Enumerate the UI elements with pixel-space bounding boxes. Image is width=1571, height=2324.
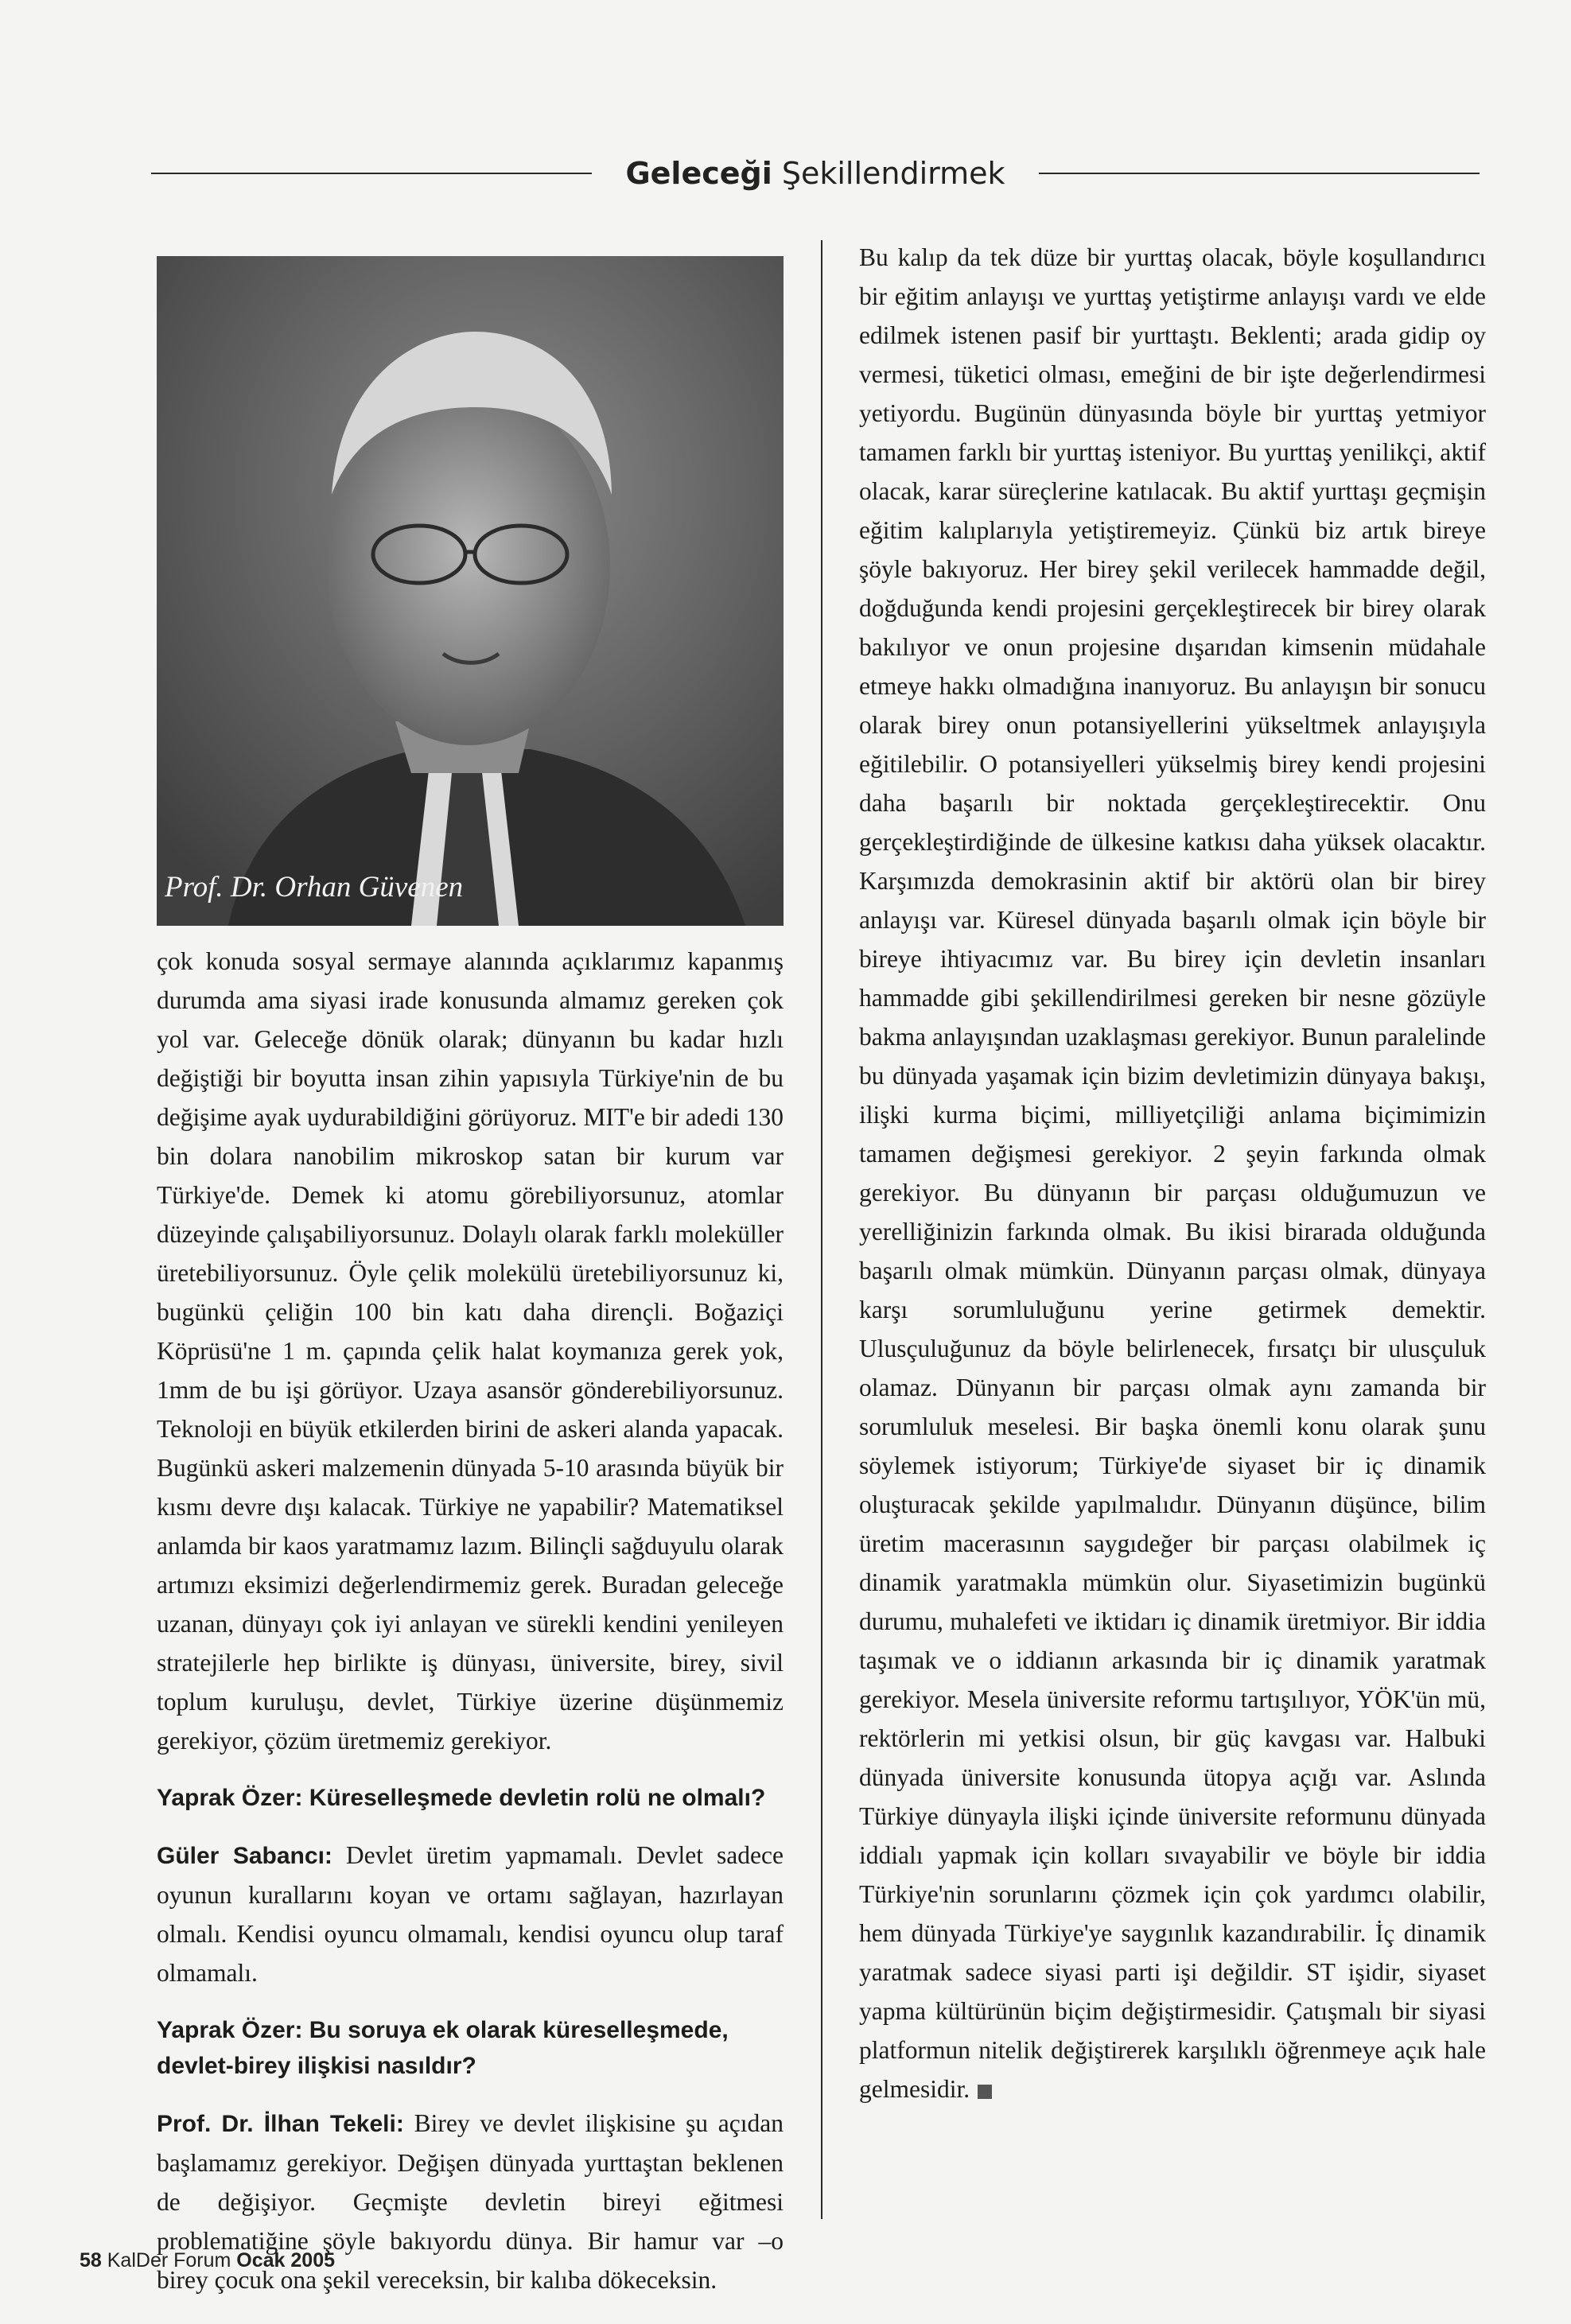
section-title bbox=[592, 156, 1038, 191]
running-header bbox=[151, 148, 1480, 199]
left-intro-paragraph: çok konuda sosyal sermaye alanında açıklarımız kapanmış durumda ama siyasi irade konusunda almamız gereken çok yol var. Geleceğe dönük olarak; dünyanın bu kadar hızlı değiştiği bir boyutta insan zihin yapısıyla Türkiye'nin de bu değişime ayak uydurabildiğini görüyoruz. MIT'e bir adedi 130 bin dolara nanobilim mikroskop satan bir kurum var Türkiye'de. Demek ki atomu görebiliyorsunuz, atomlar düzeyinde çalışabiliyorsunuz. Dolaylı olarak farklı moleküller üretebiliyorsunuz. Öyle çelik molekülü üretebiliyorsunuz ki, bugünkü çeliğin 100 bin katı daha dirençli. Boğaziçi Köprüsü'ne 1 m. çapında çelik halat koymanıza gerek yok, 1mm de bu işi görüyor. Uzaya asansör gönderebiliyorsunuz. Teknoloji en büyük etkilerden birini de askeri alanda yapacak. Bugünkü askeri malzemenin dünyada 5-10 arasında büyük bir kısmı devre dışı kalacak. Türkiye ne yapabilir? Matematiksel anlamda bir kaos yaratmamız lazım. Bilinçli sağduyulu olarak artımızı eksimizi değerlendirmemiz gerek. Buradan geleceğe uzanan, dünyayı çok iyi anlayan ve sürekli kendini yenileyen stratejilerle hep birlikte iş dünyası, üniversite, birey, sivil toplum kuruluşu, devlet, Türkiye üzerine düşünmemiz gerekiyor, çözüm üretmemiz gerekiyor. bbox=[157, 947, 784, 1755]
header-rule-right bbox=[1039, 173, 1480, 174]
page-footer bbox=[80, 2249, 335, 2272]
section-title-rest: Şekillendirmek bbox=[772, 156, 1005, 191]
footer-issue: Ocak 2005 bbox=[236, 2249, 336, 2272]
portrait-illustration bbox=[157, 256, 784, 926]
answer-1-text: Devlet üretim yapmamalı. Devlet sadece oyunun kurallarını koyan ve ortamı sağlayan, hazırlayan olmalı. Kendisi oyuncu olmamalı, kendisi oyuncu olup taraf olmamalı. bbox=[157, 1841, 784, 1987]
question-2: Yaprak Özer: Bu soruya ek olarak küreselleşmede, devlet-birey ilişkisi nasıldır? bbox=[157, 2017, 729, 2079]
section-title-bold: Geleceği bbox=[625, 156, 772, 191]
right-column bbox=[859, 238, 1486, 2108]
answer-1 bbox=[157, 1836, 784, 1992]
page-number: 58 bbox=[80, 2249, 102, 2272]
footer-publication: KalDer Forum bbox=[101, 2249, 237, 2272]
left-column bbox=[157, 942, 784, 2299]
end-of-article-icon bbox=[978, 2085, 992, 2099]
photo-caption: Prof. Dr. Orhan Güvenen bbox=[165, 871, 464, 904]
column-divider bbox=[821, 240, 822, 2219]
answer-2-text: Birey ve devlet ilişkisine şu açıdan başlamamız gerekiyor. Değişen dünyada yurttaştan beklenen de değişiyor. Geçmişte devletin bireyi eğitmesi problematiğine şöyle bakıyordu dünya. Bir hamur var –o birey çocuk ona şekil vereceksin, bir kalıba dökeceksin. bbox=[157, 2109, 784, 2294]
answer-1-speaker: Güler Sabancı: bbox=[157, 1843, 332, 1869]
right-paragraph-text: Bu kalıp da tek düze bir yurttaş olacak, böyle koşullandırıcı bir eğitim anlayışı ve yurttaş yetiştirme anlayışı vardı ve elde edilmek istenen pasif bir yurttaştı. Beklenti; arada gidip oy vermesi, tüketici olması, emeğini de bir işte değerlendirmesi yetiyordu. Bugünün dünyasında böyle bir yurttaş yetmiyor tamamen farklı bir yurttaş isteniyor. Bu yurttaş yenilikçi, aktif olacak, karar süreçlerine katılacak. Bu aktif yurttaşı geçmişin eğitim kalıplarıyla yetiştiremeyiz. Çünkü biz artık bireye şöyle bakıyoruz. Her birey şekil verilecek hammadde değil, doğduğunda kendi projesini gerçekleştirecek bir birey olarak bakılıyor ve onun projesine dışarıdan kimsenin müdahale etmeye hakkı olmadığına inanıyoruz. Bu anlayışın bir sonucu olarak birey onun potansiyellerini yükseltmek anlayışıyla eğitilebilir. O potansiyelleri yükselmiş birey kendi projesini daha başarılı bir noktada gerçekleştirecektir. Onu gerçekleştirdiğinde de ülkesine katkısı daha yüksek olacaktır. Karşımızda demokrasinin aktif bir aktörü olan bir birey anlayışı var. Küresel dünyada başarılı olmak için böyle bir bireye ihtiyacımız var. Bu birey için devletin insanları hammadde gibi şekillendirilmesi gereken bir nesne gözüyle bakma anlayışından uzaklaşması gerekiyor. Bunun paralelinde bu dünyada yaşamak için bizim devletimizin dünyaya bakışı, ilişki kurma biçimi, milliyetçiliği anlama biçimimizin tamamen değişmesi gerekiyor. 2 şeyin farkında olmak gerekiyor. Bu dünyanın bir parçası olduğumuzun ve yerelliğinizin farkında olmak. Bu ikisi birarada olduğunda başarılı olmak mümkün. Dünyanın parçası olmak, dünyaya karşı sorumluluğunu yerine getirmek demektir. Ulusçuluğunuz da böyle belirlenecek, fırsatçı bir ulusçuluk olamaz. Dünyanın bir parçası olmak aynı zamanda bir sorumluluk meselesi. Bir başka önemli konu olarak şunu söylemek istiyorum; Türkiye'de siyaset bir iç dinamik oluşturacak şekilde yapılmalıdır. Dünyanın düşünce, bilim üretim macerasının saygıdeğer bir parçası olabilmek iç dinamik yaratmakla mümkün olur. Siyasetimizin bugünkü durumu, muhalefeti ve iktidarı iç dinamik üretmiyor. Bir iddia taşımak ve o iddianın arkasında bir iç dinamik yaratmak gerekiyor. Mesela üniversite reformu tartışılıyor, YÖK'ün mü, rektörlerin mi yetkisi olsun, bir güç kavgası var. Halbuki dünyada üniversite konusunda ütopya açığı var. Aslında Türkiye dünyayla ilişki içinde üniversite reformunu dünyada iddialı yapmak için kolları sıvayabilir ve böyle bir iddia Türkiye'nin sorunlarını çözmek için çok yardımcı olabilir, hem dünyada Türkiye'ye saygınlık kazandırabilir. İç dinamik yaratmak sadece siyasi parti işi değildir. ST işidir, siyaset yapma kültürünün biçim değiştirmesidir. Çatışmalı bir siyasi platformun nitelik değiştirerek karşılıklı öğrenmeye açık hale gelmesidir. bbox=[859, 243, 1486, 2103]
header-rule-left bbox=[151, 173, 592, 174]
portrait-photo bbox=[157, 256, 784, 926]
question-1: Yaprak Özer: Küreselleşmede devletin rolü ne olmalı? bbox=[157, 1785, 766, 1811]
right-paragraph bbox=[859, 238, 1486, 2108]
answer-2-speaker: Prof. Dr. İlhan Tekeli: bbox=[157, 2111, 404, 2137]
